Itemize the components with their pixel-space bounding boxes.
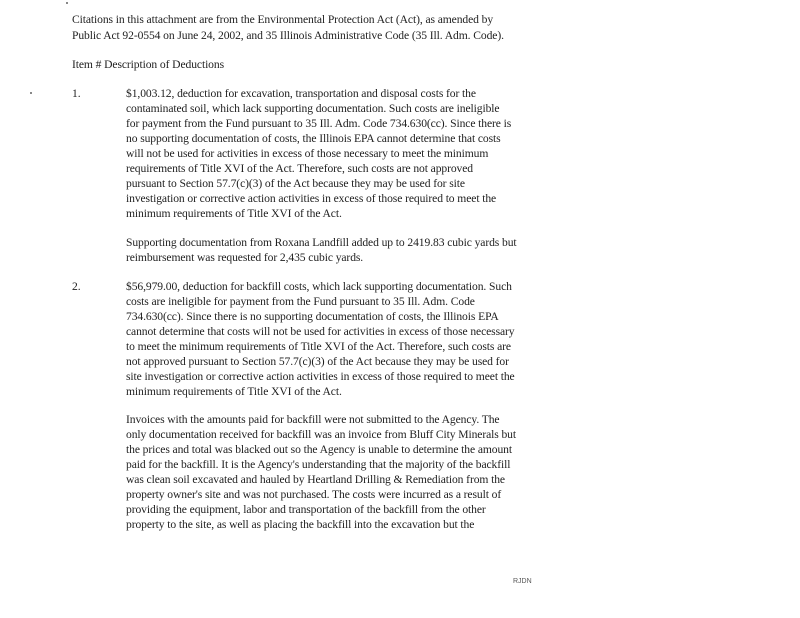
item-2-p1-line-4: cannot determine that costs will not be used for activities in excess of those necessary [126,325,515,338]
section-heading: Item # Description of Deductions [72,58,224,71]
item-1-p1-line-5: will not be used for activities in excess of those necessary to meet the minimum [126,147,489,160]
item-2-p1-line-8: minimum requirements of Title XVI of the Act. [126,385,342,398]
item-number: 2. [72,280,81,293]
item-1-p2-line-2: reimbursement was requested for 2,435 cubic yards. [126,251,364,264]
item-2-p2-line-4: paid for the backfill. It is the Agency's understanding that the majority of the backfill [126,458,511,471]
item-2-p1-line-6: not approved pursuant to Section 57.7(c)(3) of the Act because they may be used for [126,355,509,368]
scan-speck [30,92,32,94]
item-2-p2-line-1: Invoices with the amounts paid for backfill were not submitted to the Agency. The [126,413,500,426]
item-1-p1-line-2: contaminated soil, which lack supporting documentation. Such costs are ineligible [126,102,500,115]
citation-line-2: Public Act 92-0554 on June 24, 2002, and 35 Illinois Administrative Code (35 Ill. Adm. Code). [72,29,504,42]
item-1-p1-line-6: requirements of Title XVI of the Act. Therefore, such costs are not approved [126,162,473,175]
item-2-p1-line-7: site investigation or corrective action activities in excess of those required to meet the [126,370,515,383]
item-2-p1-line-5: to meet the minimum requirements of Title XVI of the Act. Therefore, such costs are [126,340,511,353]
item-1-p2-line-1: Supporting documentation from Roxana Landfill added up to 2419.83 cubic yards but [126,236,517,249]
scan-speck [66,2,68,4]
item-number: 1. [72,87,81,100]
item-1-p1-line-7: pursuant to Section 57.7(c)(3) of the Act because they may be used for site [126,177,465,190]
item-1-p1-line-1: $1,003.12, deduction for excavation, transportation and disposal costs for the [126,87,476,100]
item-1-p1-line-4: no supporting documentation of costs, the Illinois EPA cannot determine that costs [126,132,501,145]
item-1-p1-line-8: investigation or corrective action activities in excess of those required to meet the [126,192,497,205]
item-2-p2-line-6: property owner's site and was not purchased. The costs were incurred as a result of [126,488,502,501]
item-2-p1-line-1: $56,979.00, deduction for backfill costs, which lack supporting documentation. Such [126,280,512,293]
item-1-p1-line-9: minimum requirements of Title XVI of the Act. [126,207,342,220]
citation-line-1: Citations in this attachment are from the Environmental Protection Act (Act), as amended by [72,13,494,26]
item-2-p2-line-3: the prices and total was blacked out so the Agency is unable to determine the amount [126,443,512,456]
item-2-p1-line-3: 734.630(cc). Since there is no supporting documentation of costs, the Illinois EPA [126,310,499,323]
item-2-p2-line-7: providing the equipment, labor and transportation of the backfill from the other [126,503,486,516]
item-2-p2-line-8: property to the site, as well as placing the backfill into the excavation but the [126,518,475,531]
item-2-p1-line-2: costs are ineligible for payment from the Fund pursuant to 35 Ill. Adm. Code [126,295,475,308]
item-2-p2-line-2: only documentation received for backfill was an invoice from Bluff City Minerals but [126,428,516,441]
item-1-p1-line-3: for payment from the Fund pursuant to 35 Ill. Adm. Code 734.630(cc). Since there is [126,117,512,130]
footer-code: RJDN [513,578,532,585]
item-2-p2-line-5: was clean soil excavated and hauled by Heartland Drilling & Remediation from the [126,473,505,486]
